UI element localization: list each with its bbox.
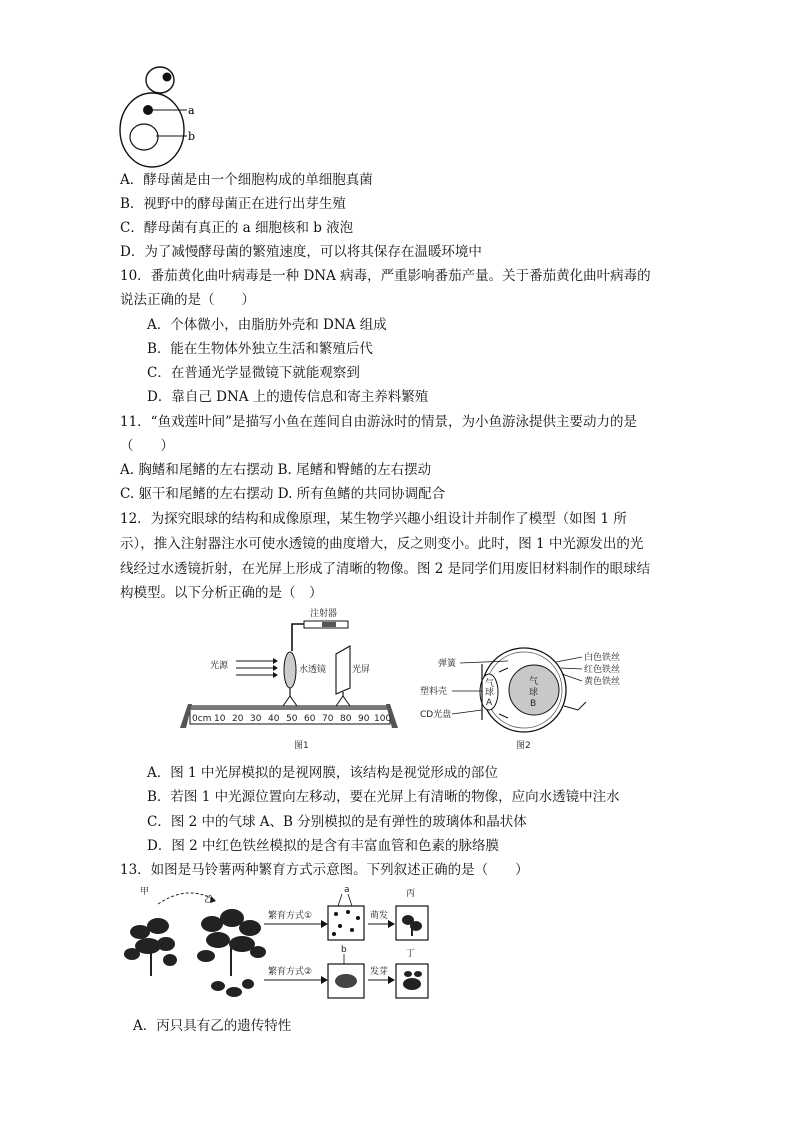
- yeast-mother-cell: [120, 93, 184, 167]
- q12-stem-line2: 示），推入注射器注水可使水透镜的曲度增大，反之则变小。此时，图 1 中光源发出的光: [120, 536, 644, 552]
- q9-option-c: C．酵母菌有真正的 a 细胞核和 b 液泡: [120, 220, 354, 236]
- balloon-a-char1: 气: [485, 679, 495, 689]
- light-screen: [336, 646, 350, 694]
- tick-30: 30: [250, 714, 262, 724]
- sprout-label: 发芽: [370, 967, 389, 977]
- method-1-label: 繁育方式①: [268, 911, 313, 921]
- cd-disc-label: CD光盘: [420, 710, 452, 720]
- label-yi: 乙: [204, 895, 214, 905]
- tick-100: 100: [374, 714, 392, 724]
- figure-1-caption: 图1: [294, 741, 309, 751]
- tick-10: 10: [214, 714, 226, 724]
- q9-option-a: A．酵母菌是由一个细胞构成的单细胞真菌: [120, 172, 373, 188]
- figure-2-eyeball-model: [416, 644, 638, 754]
- plant-yi: [197, 909, 266, 997]
- q9-option-d: D．为了减慢酵母菌的繁殖速度，可以将其保存在温暖环境中: [120, 244, 482, 260]
- vacuole: [130, 124, 158, 150]
- label-jia: 甲: [140, 887, 150, 897]
- figure-2-caption: 图2: [516, 741, 531, 751]
- germinate-label: 萌发: [370, 911, 389, 921]
- q12-option-d: D．图 2 中红色铁丝模拟的是含有丰富血管和色素的脉络膜: [147, 838, 499, 854]
- screen-label: 光屏: [352, 665, 371, 675]
- balloon-b-char2: 球: [529, 688, 539, 698]
- q10-option-a: A．个体微小，由脂肪外壳和 DNA 组成: [147, 317, 387, 333]
- method-2-label: 繁育方式②: [268, 967, 313, 977]
- q11-options-line1: A. 胸鳍和尾鳍的左右摆动 B. 尾鳍和臀鳍的左右摆动: [120, 462, 432, 478]
- tick-50: 50: [286, 714, 298, 724]
- q10-stem-line2: 说法正确的是（ ）: [120, 292, 255, 308]
- q9-option-b: B．视野中的酵母菌正在进行出芽生殖: [120, 196, 346, 212]
- q11-stem-line1: 11．“鱼戏莲叶间”是描写小鱼在莲间自由游泳时的情景，为小鱼游泳提供主要动力的是: [120, 414, 637, 430]
- label-a: a: [344, 885, 350, 895]
- label-b: b: [188, 130, 196, 143]
- white-wire-label: 白色铁丝: [584, 653, 621, 663]
- label-bing: 丙: [406, 889, 416, 899]
- tick-80: 80: [340, 714, 352, 724]
- water-lens-label: 水透镜: [299, 665, 327, 675]
- q10-stem-line1: 10．番茄黄化曲叶病毒是一种 DNA 病毒，严重影响番茄产量。关于番茄黄化曲叶病毒的: [120, 268, 651, 284]
- q12-stem-line3: 线经过水透镜折射，在光屏上形成了清晰的物像。图 2 是同学们用废旧材料制作的眼球结: [120, 561, 651, 577]
- label-ding: 丁: [406, 949, 416, 959]
- q13-stem: 13．如图是马铃薯两种繁育方式示意图。下列叙述正确的是（ ）: [120, 862, 529, 878]
- q12-option-c: C．图 2 中的气球 A、B 分别模拟的是有弹性的玻璃体和晶状体: [147, 814, 527, 830]
- label-b: b: [341, 945, 347, 955]
- light-source-label: 光源: [210, 661, 229, 671]
- water-lens: [284, 652, 296, 688]
- label-a: a: [188, 104, 195, 117]
- tick-70: 70: [322, 714, 334, 724]
- balloon-b-char1: 气: [529, 677, 539, 687]
- tick-60: 60: [304, 714, 316, 724]
- plant-jia: [124, 918, 177, 976]
- q10-option-c: C．在普通光学显微镜下就能观察到: [147, 365, 360, 381]
- balloon-b-char3: B: [530, 699, 537, 709]
- figure-q13-potato-propagation: [118, 882, 432, 1002]
- q11-stem-line2: （ ）: [120, 438, 174, 454]
- yellow-wire-label: 黄色铁丝: [584, 677, 621, 687]
- red-wire-label: 红色铁丝: [584, 665, 621, 675]
- balloon-a-char3: A: [486, 698, 493, 708]
- balloon-a-char2: 球: [485, 688, 495, 698]
- tick-40: 40: [268, 714, 280, 724]
- tick-0: 0cm: [192, 714, 212, 724]
- spring-label: 弹簧: [438, 659, 457, 669]
- q12-stem-line1: 12．为探究眼球的结构和成像原理，某生物学兴趣小组设计并制作了模型（如图 1 所: [120, 511, 627, 527]
- tick-20: 20: [232, 714, 244, 724]
- q13-option-a: A．丙只具有乙的遗传特性: [133, 1018, 292, 1034]
- figure-1-optical-bench: [178, 606, 400, 754]
- q12-option-b: B．若图 1 中光源位置向左移动，要在光屏上有清晰的物像，应向水透镜中注水: [147, 789, 620, 805]
- ruler-ticks: [192, 714, 391, 724]
- tick-90: 90: [358, 714, 370, 724]
- q10-option-b: B．能在生物体外独立生活和繁殖后代: [147, 341, 373, 357]
- syringe-label: 注射器: [310, 609, 338, 619]
- q10-option-d: D．靠自己 DNA 上的遗传信息和寄主养料繁殖: [147, 389, 429, 405]
- q12-stem-line4: 构模型。以下分析正确的是（ ）: [120, 585, 323, 601]
- q12-option-a: A．图 1 中光屏模拟的是视网膜，该结构是视觉形成的部位: [147, 765, 498, 781]
- bud-nucleus: [163, 73, 172, 82]
- q11-options-line2: C. 躯干和尾鳍的左右摆动 D. 所有鱼鳍的共同协调配合: [120, 486, 446, 502]
- yeast-cell-figure: [112, 62, 212, 170]
- plastic-shell-label: 塑料壳: [420, 687, 448, 697]
